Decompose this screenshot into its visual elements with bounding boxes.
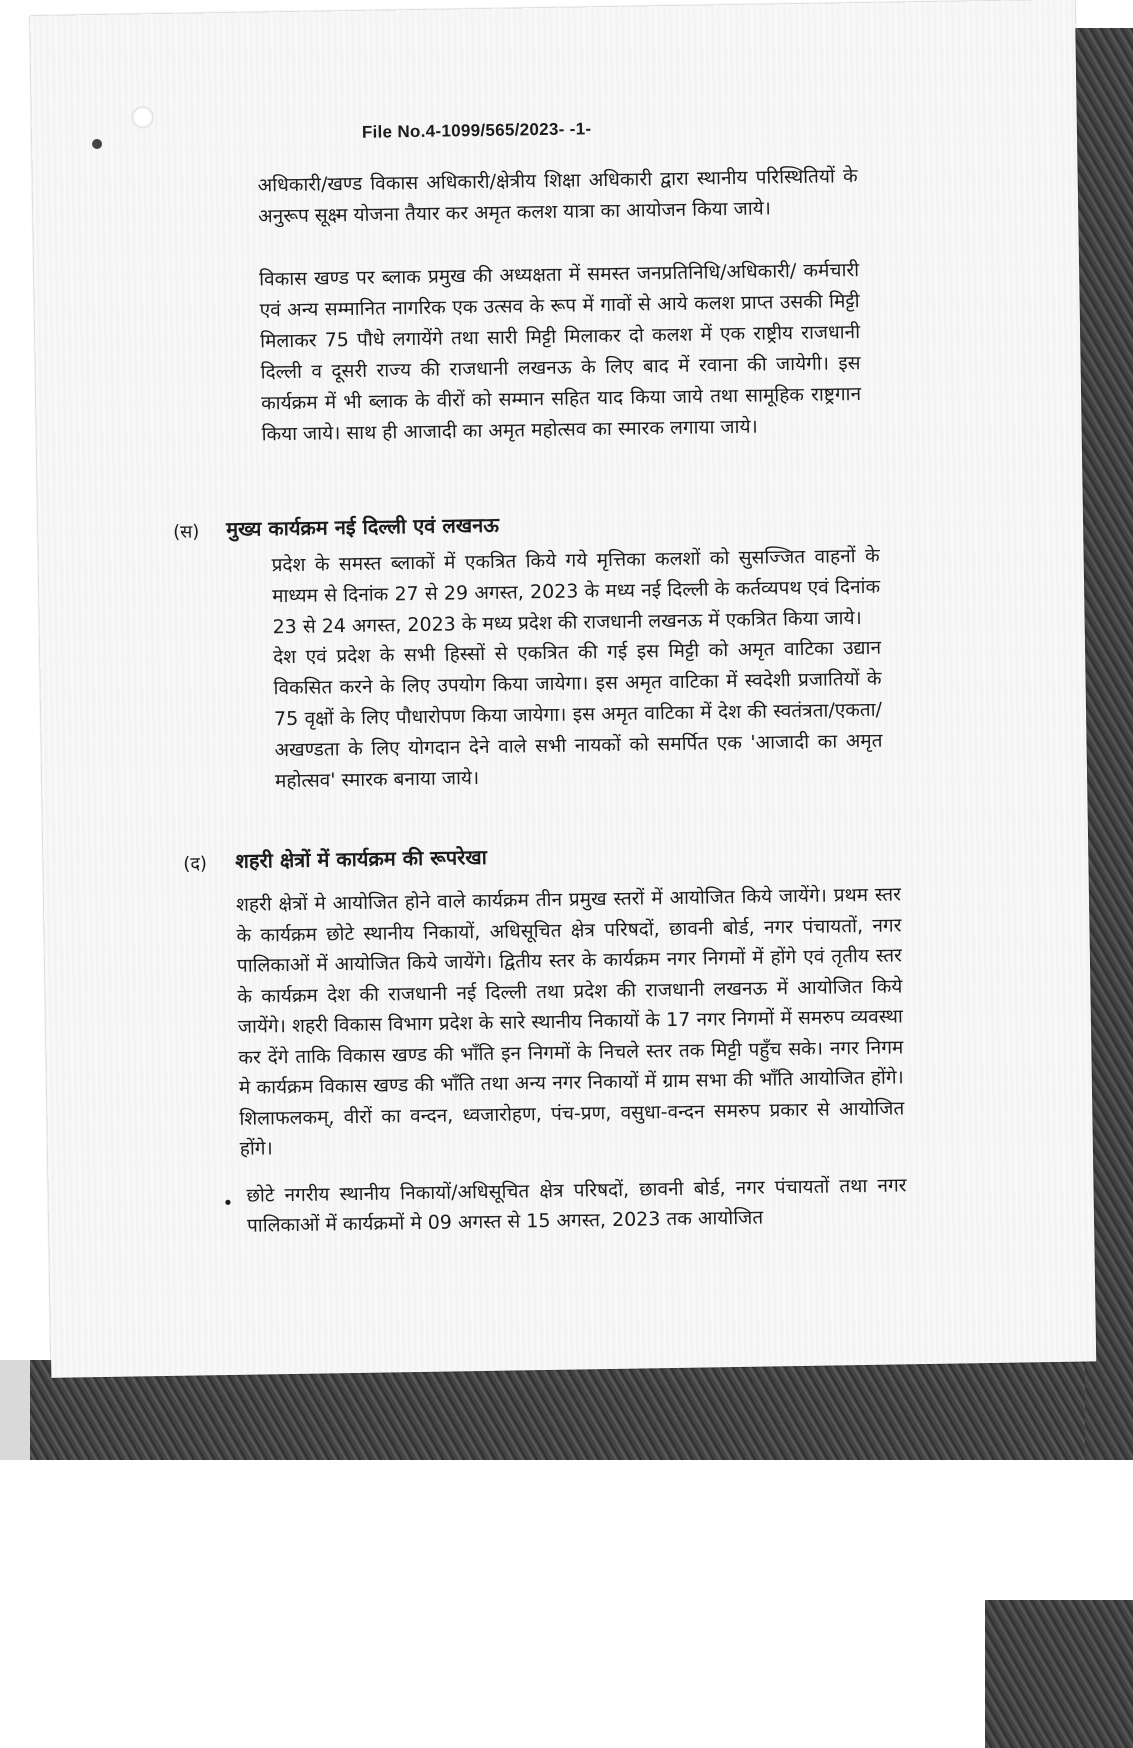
bullet-icon: •: [222, 1192, 234, 1215]
document-content: [30, 0, 1096, 1378]
section-sa-label: (स): [172, 521, 200, 543]
paragraph-1: अधिकारी/खण्ड विकास अधिकारी/क्षेत्रीय शिक्षा अधिकारी द्वारा स्थानीय परिस्थितियों के अनुरूप सूक्ष्म योजना तैयार कर अमृत कलश यात्रा का आयोजन किया जाये।: [257, 165, 858, 228]
paragraph-2: विकास खण्ड पर ब्लाक प्रमुख की अध्यक्षता में समस्त जनप्रतिनिधि/अधिकारी/ कर्मचारी एवं अन्य सम्मानित नागरिक एक उत्सव के रूप में गावों से आये कलश प्राप्त उसकी मिट्टी मिलाकर 75 पौधे लगायेंगे तथा सारी मिट्टी मिलाकर दो कलश में एक राष्ट्रीय राजधानी दिल्ली व दूसरी राज्य की राजधानी लखनऊ के लिए बाद में रवाना की जायेगी। इस कार्यक्रम में भी ब्लाक के वीरों को सम्मान सहित याद किया जाये तथा सामूहिक राष्ट्रगान किया जाये। साथ ही आजादी का अमृत महोत्सव का स्मारक लगाया जाये।: [258, 259, 862, 446]
paragraph-3: प्रदेश के समस्त ब्लाकों में एकत्रित किये गये मृत्तिका कलशों को सुसज्जित वाहनों के माध्यम से दिनांक 27 से 29 अगस्त, 2023 के मध्य नई दिल्ली के कर्तव्यपथ एवं दिनांक 23 से 24 अगस्त, 2023 के मध्य प्रदेश की राजधानी लखनऊ में एकत्रित किया जाये।: [271, 544, 881, 639]
paragraph-6: छोटे नगरीय स्थानीय निकायों/अधिसूचित क्षेत्र परिषदों, छावनी बोर्ड, नगर पंचायतों तथा नगर पालिकाओं में कार्यक्रमों मे 09 अगस्त से 15 अगस्त, 2023 तक आयोजित: [246, 1174, 907, 1237]
section-da-heading: शहरी क्षेत्रों में कार्यक्रम की रूपरेखा: [235, 844, 488, 873]
file-number: File No.4-1099/565/2023- -1-: [361, 119, 592, 142]
section-sa-heading: मुख्य कार्यक्रम नई दिल्ली एवं लखनऊ: [225, 512, 500, 541]
document-page: [30, 0, 1096, 1378]
section-da-label: (द): [183, 853, 208, 875]
blank-margin-bottom: [0, 1460, 1133, 1600]
paragraph-4: देश एवं प्रदेश के सभी हिस्सों से एकत्रित की गई इस मिट्टी को अमृत वाटिका उद्यान विकसित करने के लिए उपयोग किया जायेगा। इस अमृत वाटिका में स्वदेशी प्रजातियों के 75 वृक्षों के लिए पौधारोपण किया जायेगा। इस अमृत वाटिका में देश की स्वतंत्रता/एकता/अखण्डता के लिए योगदान देने वाले सभी नायकों को समर्पित एक 'आजादी का अमृत महोत्सव' स्मारक बनाया जाये।: [272, 636, 883, 793]
paragraph-5: शहरी क्षेत्रों मे आयोजित होने वाले कार्यक्रम तीन प्रमुख स्तरों में आयोजित किये जायेंगे। प्रथम स्तर के कार्यक्रम छोटे स्थानीय निकायों, अधिसूचित क्षेत्र परिषदों, छावनी बोर्ड, नगर पंचायतों, नगर पालिकाओं में आयोजित किये जायेंगे। द्वितीय स्तर के कार्यक्रम नगर निगमों में होंगे एवं तृतीय स्तर के कार्यक्रम देश की राजधानी नई दिल्ली तथा प्रदेश की राजधानी लखनऊ में आयोजित किये जायेंगे। शहरी विकास विभाग प्रदेश के सारे स्थानीय निकायों के 17 नगर निगमों में समरुप व्यवस्था कर देंगे ताकि विकास खण्ड की भाँति इन निगमों के निचले स्तर तक मिट्टी पहुँच सके। नगर निगम मे कार्यक्रम विकास खण्ड की भाँति तथा अन्य नगर निकायों में ग्राम सभा की भाँति आयोजित होंगे। शिलाफलकम्, वीरों का वन्दन, ध्वजारोहण, पंच-प्रण, वसुधा-वन्दन समरुप प्रकार से आयोजित होंगे।: [235, 883, 905, 1160]
scanner-bed-left-edge: [0, 1360, 30, 1460]
